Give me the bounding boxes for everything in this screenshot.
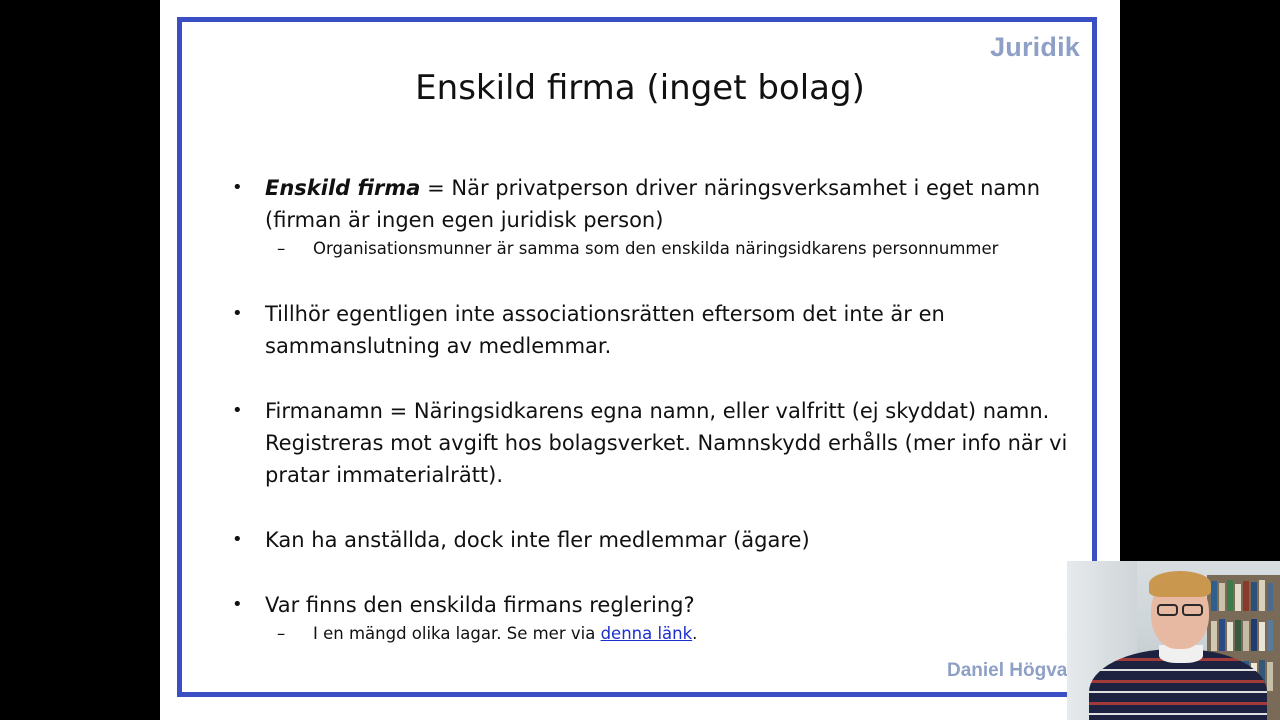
bullet-dot-icon: • xyxy=(232,594,243,615)
bullet-dot-icon: • xyxy=(232,177,243,198)
brand-logo-text: Juridik xyxy=(990,32,1080,62)
webcam-presenter-hair xyxy=(1149,571,1211,597)
dash-icon: – xyxy=(277,239,286,258)
webcam-overlay xyxy=(1067,561,1280,720)
bullet-list xyxy=(232,172,1072,647)
denna-lank-link[interactable]: denna länk xyxy=(600,624,693,643)
bullet-dot-icon: • xyxy=(232,303,243,324)
bullet-item-reglering xyxy=(232,589,1072,647)
bullet-text: Kan ha anställda, dock inte fler medlemmar (ägare) xyxy=(265,528,810,552)
bullet-item-firmanamn xyxy=(232,395,1072,491)
presentation-slide xyxy=(160,0,1120,720)
bullet-dot-icon: • xyxy=(232,529,243,550)
dash-icon: – xyxy=(277,624,286,643)
bullet-item-enskild-firma xyxy=(232,172,1072,262)
bullet-term: Enskild firma xyxy=(265,176,421,200)
author-name: Daniel Högva xyxy=(947,660,1068,681)
bullet-item-associationsratten xyxy=(232,298,1072,362)
sub-item-text: I en mängd olika lagar. Se mer via xyxy=(313,624,601,643)
webcam-presenter-glasses xyxy=(1155,604,1205,616)
bullet-text: = När privatperson driver näringsverksamhet i eget namn (firman är ingen egen juridisk person) xyxy=(265,176,1041,232)
sub-item-suffix: . xyxy=(692,624,698,643)
bullet-item-anstallda xyxy=(232,524,1072,556)
bullet-dot-icon: • xyxy=(232,400,243,421)
sub-item-text: Organisationsmunner är samma som den enskilda näringsidkarens personnummer xyxy=(313,239,999,258)
bullet-text: Tillhör egentligen inte associationsrätten eftersom det inte är en sammanslutning av medlemmar. xyxy=(265,302,945,358)
slide-title: Enskild firma (inget bolag) xyxy=(415,68,865,108)
bullet-text: Firmanamn = Näringsidkarens egna namn, eller valfritt (ej skyddat) namn. Registreras mot avgift hos bolagsverket. Namnskydd erhålls (mer info när vi pratar immaterialrätt). xyxy=(265,399,1068,487)
bullet-text: Var finns den enskilda firmans reglering? xyxy=(265,593,695,617)
sub-item-organisationsnummer xyxy=(265,236,1072,262)
sub-item-lagar xyxy=(265,621,1072,647)
